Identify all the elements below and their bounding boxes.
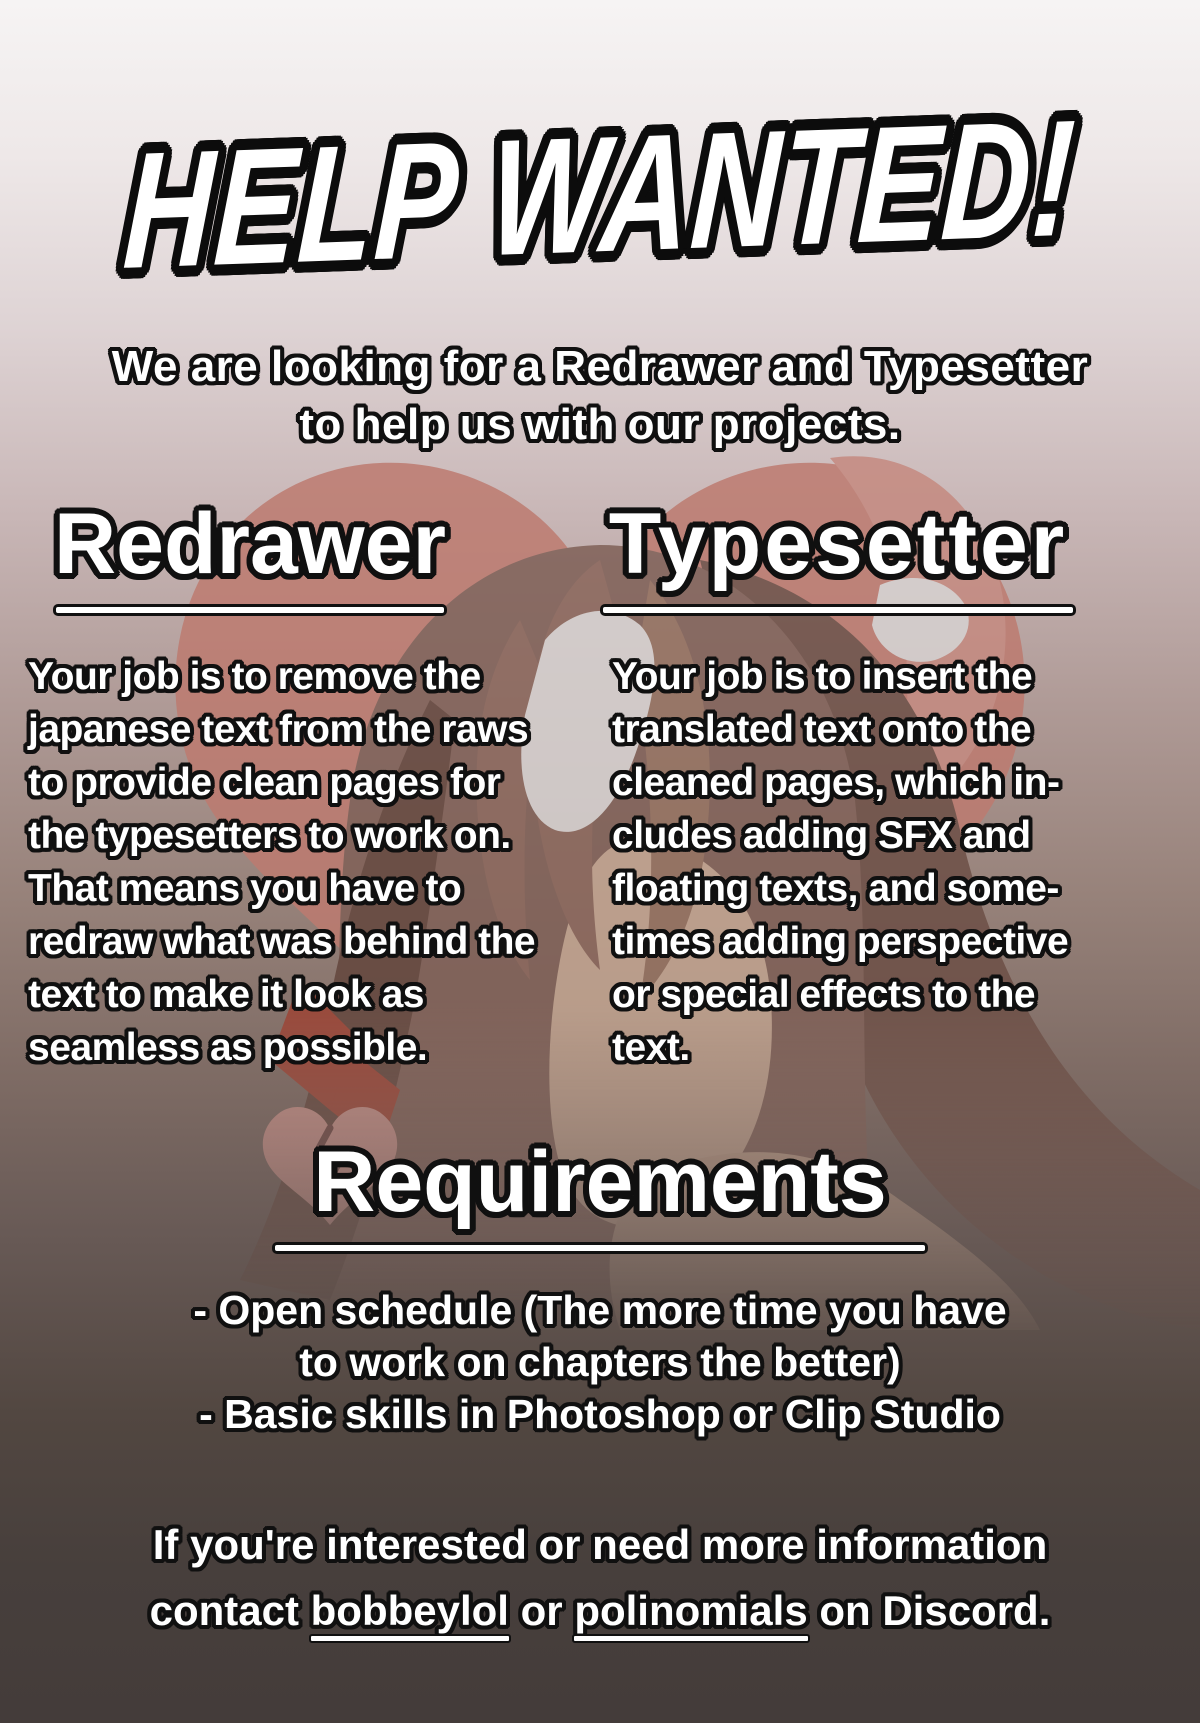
- text-line: translated text onto the: [612, 708, 1032, 751]
- text-line: text to make it look as: [28, 973, 424, 1016]
- typesetter-section-heading: [588, 496, 1088, 616]
- subtitle-line-2: to help us with our projects.: [299, 400, 901, 449]
- discord-username-1: bobbeylol: [310, 1587, 509, 1634]
- heading-underline: [272, 1242, 928, 1254]
- contact-prefix: contact: [149, 1587, 311, 1634]
- text-line: Your job is to insert the: [612, 655, 1033, 698]
- page-title: HELP WANTED!: [119, 84, 1081, 304]
- requirement-line: to work on chapters the better): [299, 1339, 901, 1385]
- redrawer-heading-text: Redrawer: [54, 496, 446, 592]
- redrawer-description: [28, 650, 535, 1074]
- typesetter-description: [612, 650, 1068, 1074]
- text-line: floating texts, and some-: [612, 867, 1059, 910]
- contact-suffix: on Discord.: [807, 1587, 1051, 1634]
- requirements-heading-text: Requirements: [313, 1134, 887, 1230]
- text-line: text.: [612, 1026, 690, 1069]
- text-line: Your job is to remove the: [28, 655, 481, 698]
- requirement-line: - Open schedule (The more time you have: [193, 1287, 1007, 1333]
- contact-line-2: [0, 1578, 1200, 1644]
- text-line: the typesetters to work on.: [28, 814, 511, 857]
- discord-username-2: polinomials: [574, 1587, 808, 1634]
- text-line: to provide clean pages for: [28, 761, 501, 804]
- contact-middle: or: [508, 1587, 575, 1634]
- text-line: cludes adding SFX and: [612, 814, 1031, 857]
- heading-underline: [53, 604, 447, 616]
- text-line: That means you have to: [28, 867, 462, 910]
- heading-underline: [600, 604, 1076, 616]
- text-line: or special effects to the: [612, 973, 1036, 1016]
- text-line: cleaned pages, which in-: [612, 761, 1060, 804]
- text-line: japanese text from the raws: [28, 708, 529, 751]
- subtitle-line-1: We are looking for a Redrawer and Typesetter: [111, 342, 1089, 391]
- contact-line-1: If you're interested or need more information: [152, 1521, 1048, 1568]
- requirements-list: [0, 1284, 1200, 1440]
- requirement-line: - Basic skills in Photoshop or Clip Studio: [199, 1391, 1001, 1437]
- text-line: redraw what was behind the: [28, 920, 536, 963]
- redrawer-section-heading: [30, 496, 470, 616]
- contact-section: [0, 1512, 1200, 1644]
- typesetter-heading-text: Typesetter: [608, 496, 1068, 592]
- subtitle: [0, 338, 1200, 454]
- text-line: times adding perspective: [612, 920, 1069, 963]
- requirements-section-heading: [0, 1134, 1200, 1254]
- text-line: seamless as possible.: [28, 1026, 428, 1069]
